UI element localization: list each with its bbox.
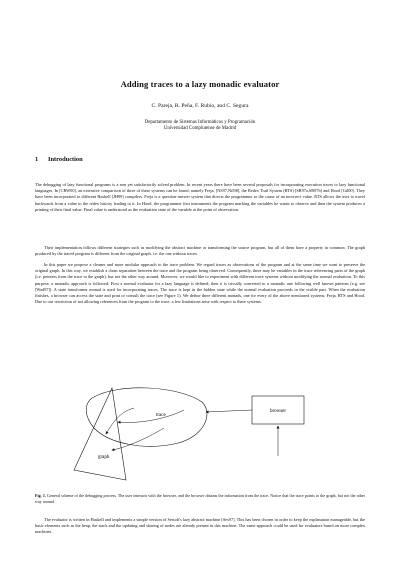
paper-authors: C. Pareja, R. Peña, F. Rubio, and C. Segura [151,103,249,109]
caption-text: General scheme of the debugging process. The user interacts with the browser, and the browser obtains the information from the trace. Notice that the trace points to the graph, but not the other way around. [35,493,365,504]
section-number: 1 [35,156,39,163]
figure-debugging-scheme [64,380,329,490]
paragraph-2: Their implementation follows different strategies such as modifying the abstract machine or transforming the source program, but all of them have a property in common: The graph produced by the traced program is different from the original graph, i.e. the one without traces. [35,245,365,257]
section-title: Introduction [48,156,83,163]
section-heading [35,156,83,163]
affiliation-university: Universidad Complutense de Madrid [163,126,237,131]
graph-triangle [74,388,126,480]
pointer-arrow [118,410,184,423]
browser-label: browser [269,409,287,414]
figure-caption [35,493,365,504]
paragraph-3: In this paper we propose a cleaner and more modular approach to the trace problem. We regard traces as observations of the program and at the same time we want to preserve the original graph. In this way, we establish a clean separation between the trace and the program being observed. Consequently, there may be variables in the trace referencing parts of the graph (i.e. pointers from the trace to the graph), but not the other way around. Moreover, we would like to experiment with different trace systems without modifying the normal evaluation. To this purpose, a monadic approach is followed: First a normal evaluator for a lazy language is defined; then it is trivially converted to a monadic one following well known patterns (e.g. see [Wad97]). A state transformer monad is used for incorporating traces. The trace is kept in the hidden state while the normal evaluation proceeds in the visible part. When the evaluation finishes, a browser can access the state and print or consult the trace (see Figure 1). We define three different monads, one for every of the above mentioned systems; Freja, RTS and Hood. Due to our restriction of not allowing references from the program to the trace, a few limitations arise with respect to these systems. [35,262,365,305]
caption-label: Fig. 1. [35,493,46,498]
paragraph-1: The debugging of lazy functional programs is a non yet satisfactorily solved problem. In recent years there have been several proposals for incorporating execution traces to lazy functional languages. In [CRW00], an extensive comparison of three of these systems can be found, namely Freja, [NS97,Nil98], the Redex Trail System (RTS) [SR97a,SR97b] and Hood [Gil00]. They have been incorporated to different Haskell [JH99] compilers. Freja is a question-answer system that directs the programmer to the cause of an incorrect value. RTS allows the user to travel backwards from a value to the redex history leading to it. In Hood, the programmer first instruments the program marking the variables he wants to observe and then the system produces a printing of their final value. Final value is understood as the evaluation state of the variable at the point of observation. [35,182,365,212]
paragraph-4: The evaluator is written in Haskell and implements a simple version of Sestoft's lazy abstract machine [Ses97]. This has been chosen in order to keep the explanation manageable, but the basic elements such as the heap, the stack and the updating and sharing of nodes are already present in this machine. The same approach could be used for evaluators based on more complex machines. [35,517,365,535]
trace-label: trace [156,413,166,418]
graph-label: graph [98,455,110,460]
browser-trace-arrow [206,410,252,412]
pointer-arrow [106,408,134,434]
affiliation-department: Departamento de Sistemas Informáticos y Programación [144,120,256,125]
paper-title: Adding traces to a lazy monadic evaluator [120,79,280,89]
